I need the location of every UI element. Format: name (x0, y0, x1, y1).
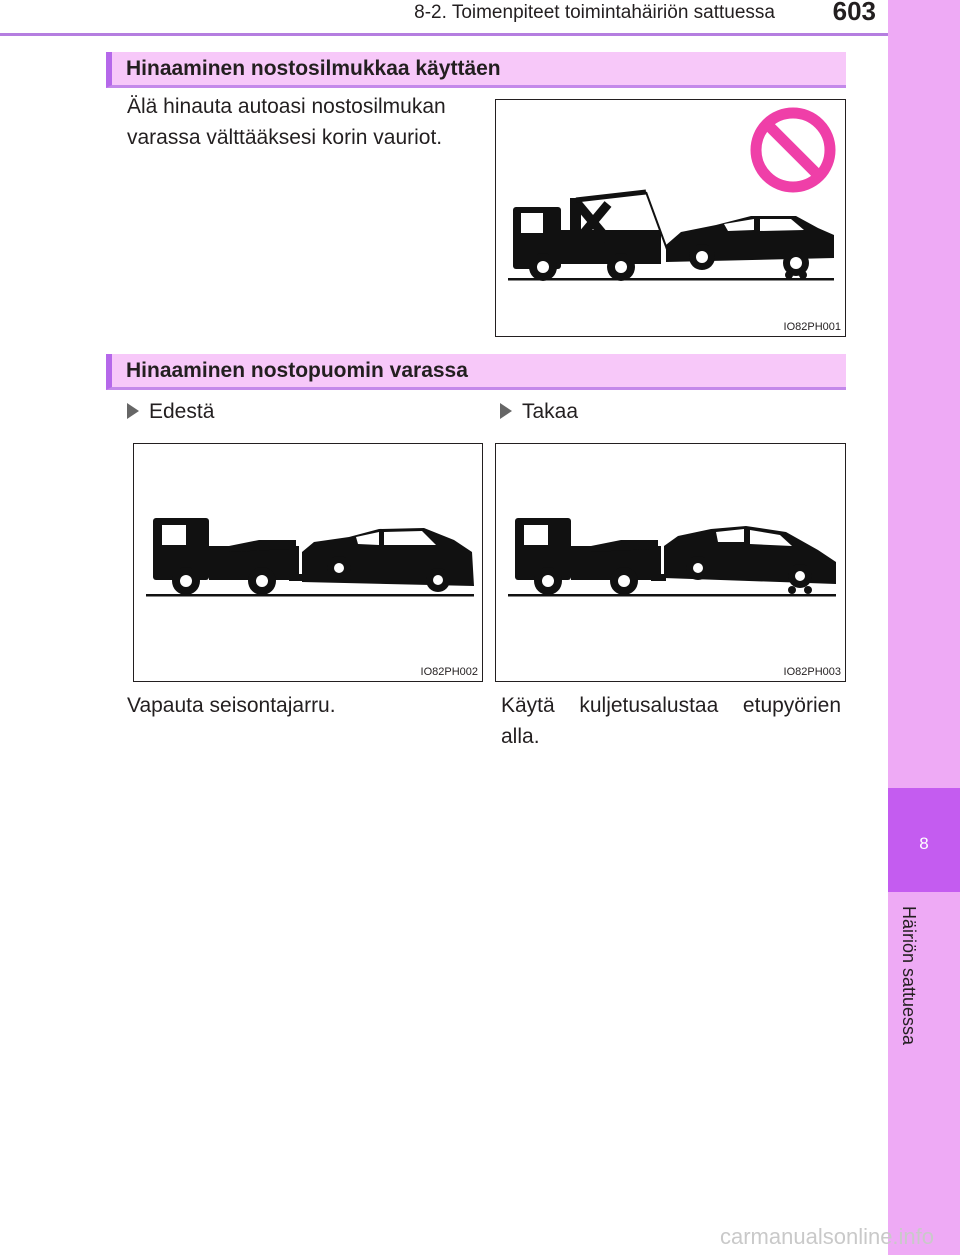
page-number: 603 (832, 0, 876, 26)
bullet-front (127, 400, 214, 424)
figure-sling-tow-prohibited (495, 99, 846, 337)
figure-front-tow (133, 443, 483, 682)
header-divider (0, 33, 888, 36)
figure-code-3: IO82PH003 (783, 666, 841, 678)
section-title-wheel-lift: Hinaaminen nostopuomin varassa (106, 354, 846, 390)
figure-code-1: IO82PH001 (783, 321, 841, 333)
bullet-rear-label: Takaa (522, 400, 579, 423)
figure-code-2: IO82PH002 (420, 666, 478, 678)
rear-tow-illustration (496, 444, 845, 681)
tow-truck-icon (153, 518, 304, 595)
chapter-number: 8 (919, 834, 929, 853)
chapter-side-tab (888, 0, 960, 1255)
bullet-front-label: Edestä (149, 400, 215, 423)
rear-tow-instruction: Käytä kuljetusalustaa etupyörien alla. (501, 694, 841, 748)
triangle-bullet-icon (500, 403, 512, 419)
towed-car-icon (302, 528, 474, 592)
sling-tow-illustration (496, 100, 845, 336)
towed-car-icon (666, 216, 834, 279)
header-section-title: 8-2. Toimenpiteet toimintahäiriön sattuessa (414, 2, 775, 23)
watermark: carmanualsonline.info (720, 1224, 935, 1249)
tow-truck-icon (513, 192, 668, 281)
section-title-lifting-eye: Hinaaminen nostosilmukkaa käyttäen (106, 52, 846, 88)
prohibition-icon (756, 113, 830, 187)
front-tow-illustration (134, 444, 482, 681)
section1-text: Älä hinauta autoasi nostosilmukan varassa välttääksesi korin vauriot. (127, 95, 446, 149)
tow-truck-icon (515, 518, 666, 595)
bullet-rear (500, 400, 578, 424)
triangle-bullet-icon (127, 403, 139, 419)
towed-car-icon (664, 526, 836, 594)
figure-rear-tow (495, 443, 846, 682)
chapter-label: Häiriön sattuessa (899, 906, 919, 1046)
front-tow-instruction: Vapauta seisontajarru. (127, 694, 336, 717)
